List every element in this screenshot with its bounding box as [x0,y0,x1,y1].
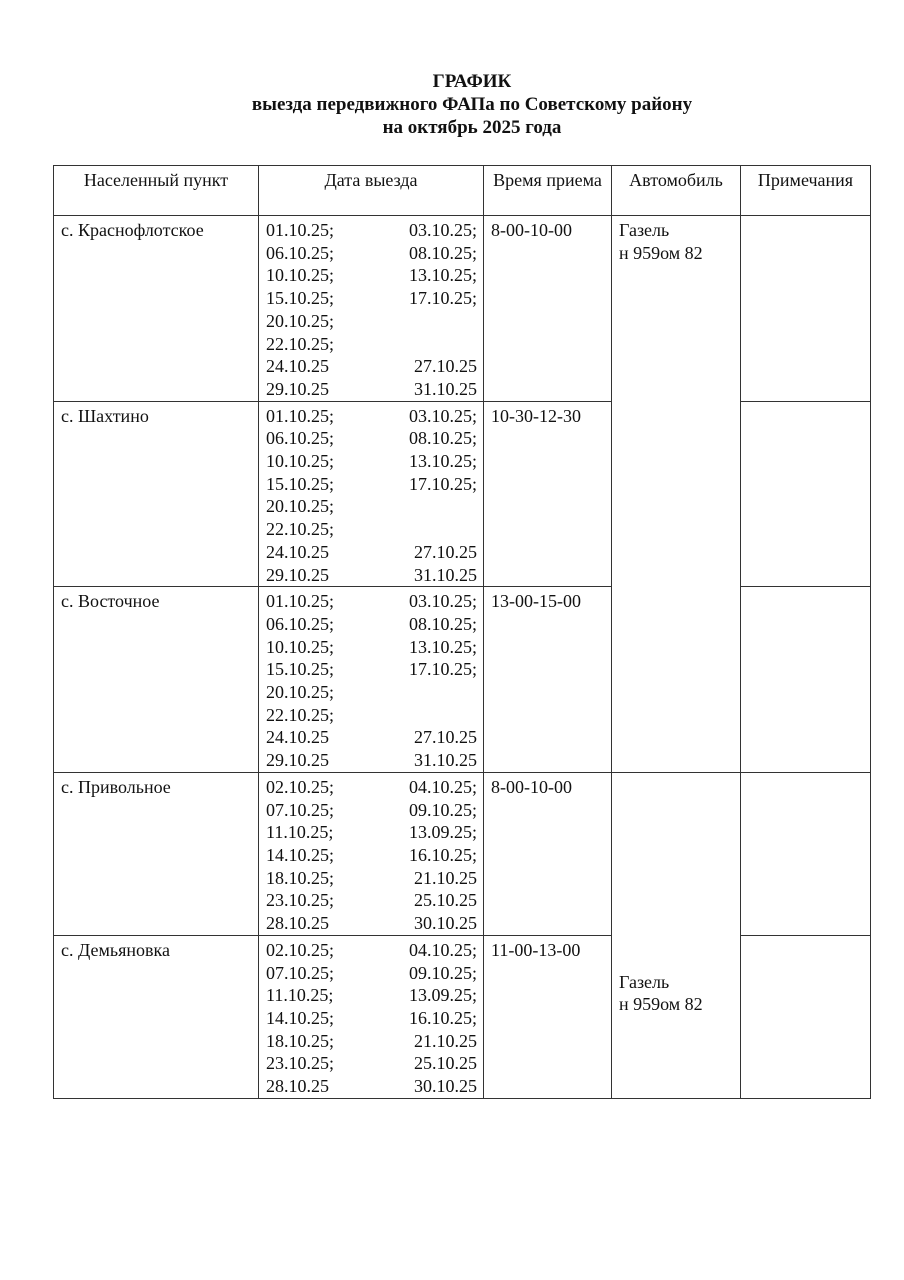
date-value: 02.10.25; [266,776,335,797]
date-value: 18.10.25; [266,867,335,888]
date-value: 15.10.25; [266,288,335,309]
date-value: 11.10.25; [266,822,334,843]
date-value [409,704,477,727]
date-value: 10.10.25; [266,636,335,657]
notes-cell [741,935,871,1098]
date-value: 13.10.25; [408,265,477,286]
schedule-table [53,165,871,1099]
date-value: 09.10.25; [408,962,477,983]
date-value: 28.10.25 [266,1076,329,1097]
date-value: 04.10.25; [408,939,477,960]
header-settlement: Населенный пункт [54,166,259,216]
date-value: 14.10.25; [266,844,335,865]
settlement-cell: с. Краснофлотское [54,216,259,402]
date-value: 13.10.25; [408,636,477,657]
date-value: 13.09.25; [408,985,477,1006]
date-value [409,681,477,704]
date-value: 22.10.25; [266,333,335,354]
date-value: 27.10.25 [414,541,477,562]
date-value: 20.10.25; [266,310,335,331]
date-value: 15.10.25; [266,659,335,680]
date-value: 08.10.25; [408,242,477,263]
notes-cell [741,401,871,587]
date-value [409,310,477,333]
date-value: 03.10.25; [408,220,477,240]
date-value: 06.10.25; [266,428,335,449]
date-value: 17.10.25; [408,659,477,680]
title-line-2: выезда передвижного ФАПа по Советскому району [251,94,693,115]
date-value: 01.10.25; [266,220,335,240]
date-value: 09.10.25; [408,799,477,820]
date-value: 22.10.25; [266,519,335,540]
date-value: 31.10.25 [414,564,477,585]
date-value: 06.10.25; [266,242,335,263]
date-value: 20.10.25; [266,496,335,517]
date-value: 01.10.25; [266,591,335,612]
date-value: 30.10.25 [414,1076,477,1097]
date-value: 31.10.25 [414,378,477,399]
date-value [409,495,477,518]
date-value: 10.10.25; [266,451,335,472]
car-plate: н 959ом 82 [619,994,703,1015]
date-value: 06.10.25; [266,613,335,634]
date-value: 22.10.25; [266,704,335,725]
date-value: 13.10.25; [408,451,477,472]
date-value: 02.10.25; [266,939,335,960]
date-value: 21.10.25 [414,1030,477,1051]
date-value: 27.10.25 [414,356,477,377]
date-value: 14.10.25; [266,1007,335,1028]
car-cell [612,216,741,773]
title-line-3: на октябрь 2025 года [382,117,562,138]
time-cell: 13-00-15-00 [484,587,612,773]
date-value: 03.10.25; [408,405,477,426]
date-value: 08.10.25; [408,613,477,634]
table-row [54,935,871,1098]
dates-cell [259,587,484,773]
date-value: 07.10.25; [266,962,335,983]
header-time: Время приема [484,166,612,216]
date-value: 13.09.25; [408,822,477,843]
header-row [54,166,871,216]
header-car: Автомобиль [612,166,741,216]
date-value: 23.10.25; [266,1053,335,1074]
settlement-cell: с. Демьяновка [54,935,259,1098]
car-model: Газель [619,971,670,992]
date-value: 17.10.25; [408,473,477,494]
date-value: 10.10.25; [266,265,335,286]
table-row [54,216,871,402]
date-value: 30.10.25 [414,913,477,934]
date-value: 03.10.25; [408,591,477,612]
date-value: 29.10.25 [266,750,329,771]
date-value: 07.10.25; [266,799,335,820]
date-value: 20.10.25; [266,682,335,703]
date-value: 15.10.25; [266,473,335,494]
notes-cell [741,587,871,773]
notes-cell [741,772,871,935]
dates-cell [259,772,484,935]
date-value [409,518,477,541]
header-notes: Примечания [741,166,871,216]
car-cell [612,772,741,1098]
date-value: 18.10.25; [266,1030,335,1051]
date-value: 04.10.25; [408,776,477,797]
date-value: 29.10.25 [266,564,329,585]
date-value: 21.10.25 [414,867,477,888]
header-date: Дата выезда [259,166,484,216]
table-row [54,772,871,935]
date-value: 17.10.25; [408,288,477,309]
date-value: 24.10.25 [266,541,329,562]
date-value: 25.10.25 [414,890,477,911]
date-value: 08.10.25; [408,428,477,449]
date-value: 16.10.25; [408,844,477,865]
date-value: 25.10.25 [414,1053,477,1074]
date-value: 11.10.25; [266,985,334,1006]
car-model: Газель [619,220,670,240]
time-cell: 10-30-12-30 [484,401,612,587]
settlement-cell: с. Привольное [54,772,259,935]
title-line-1: ГРАФИК [432,71,512,92]
dates-cell [259,216,484,402]
settlement-cell: с. Шахтино [54,401,259,587]
table-row [54,401,871,587]
table-row [54,587,871,773]
settlement-cell: с. Восточное [54,587,259,773]
date-value: 24.10.25 [266,727,329,748]
date-value: 29.10.25 [266,378,329,399]
date-value [409,333,477,356]
date-value: 16.10.25; [408,1007,477,1028]
date-value: 01.10.25; [266,405,335,426]
date-value: 31.10.25 [414,750,477,771]
document-title [0,70,904,139]
time-cell: 11-00-13-00 [484,935,612,1098]
car-plate: н 959ом 82 [619,242,703,263]
notes-cell [741,216,871,402]
dates-cell [259,935,484,1098]
date-value: 23.10.25; [266,890,335,911]
time-cell: 8-00-10-00 [484,216,612,402]
date-value: 28.10.25 [266,913,329,934]
dates-cell [259,401,484,587]
date-value: 24.10.25 [266,356,329,377]
date-value: 27.10.25 [414,727,477,748]
time-cell: 8-00-10-00 [484,772,612,935]
